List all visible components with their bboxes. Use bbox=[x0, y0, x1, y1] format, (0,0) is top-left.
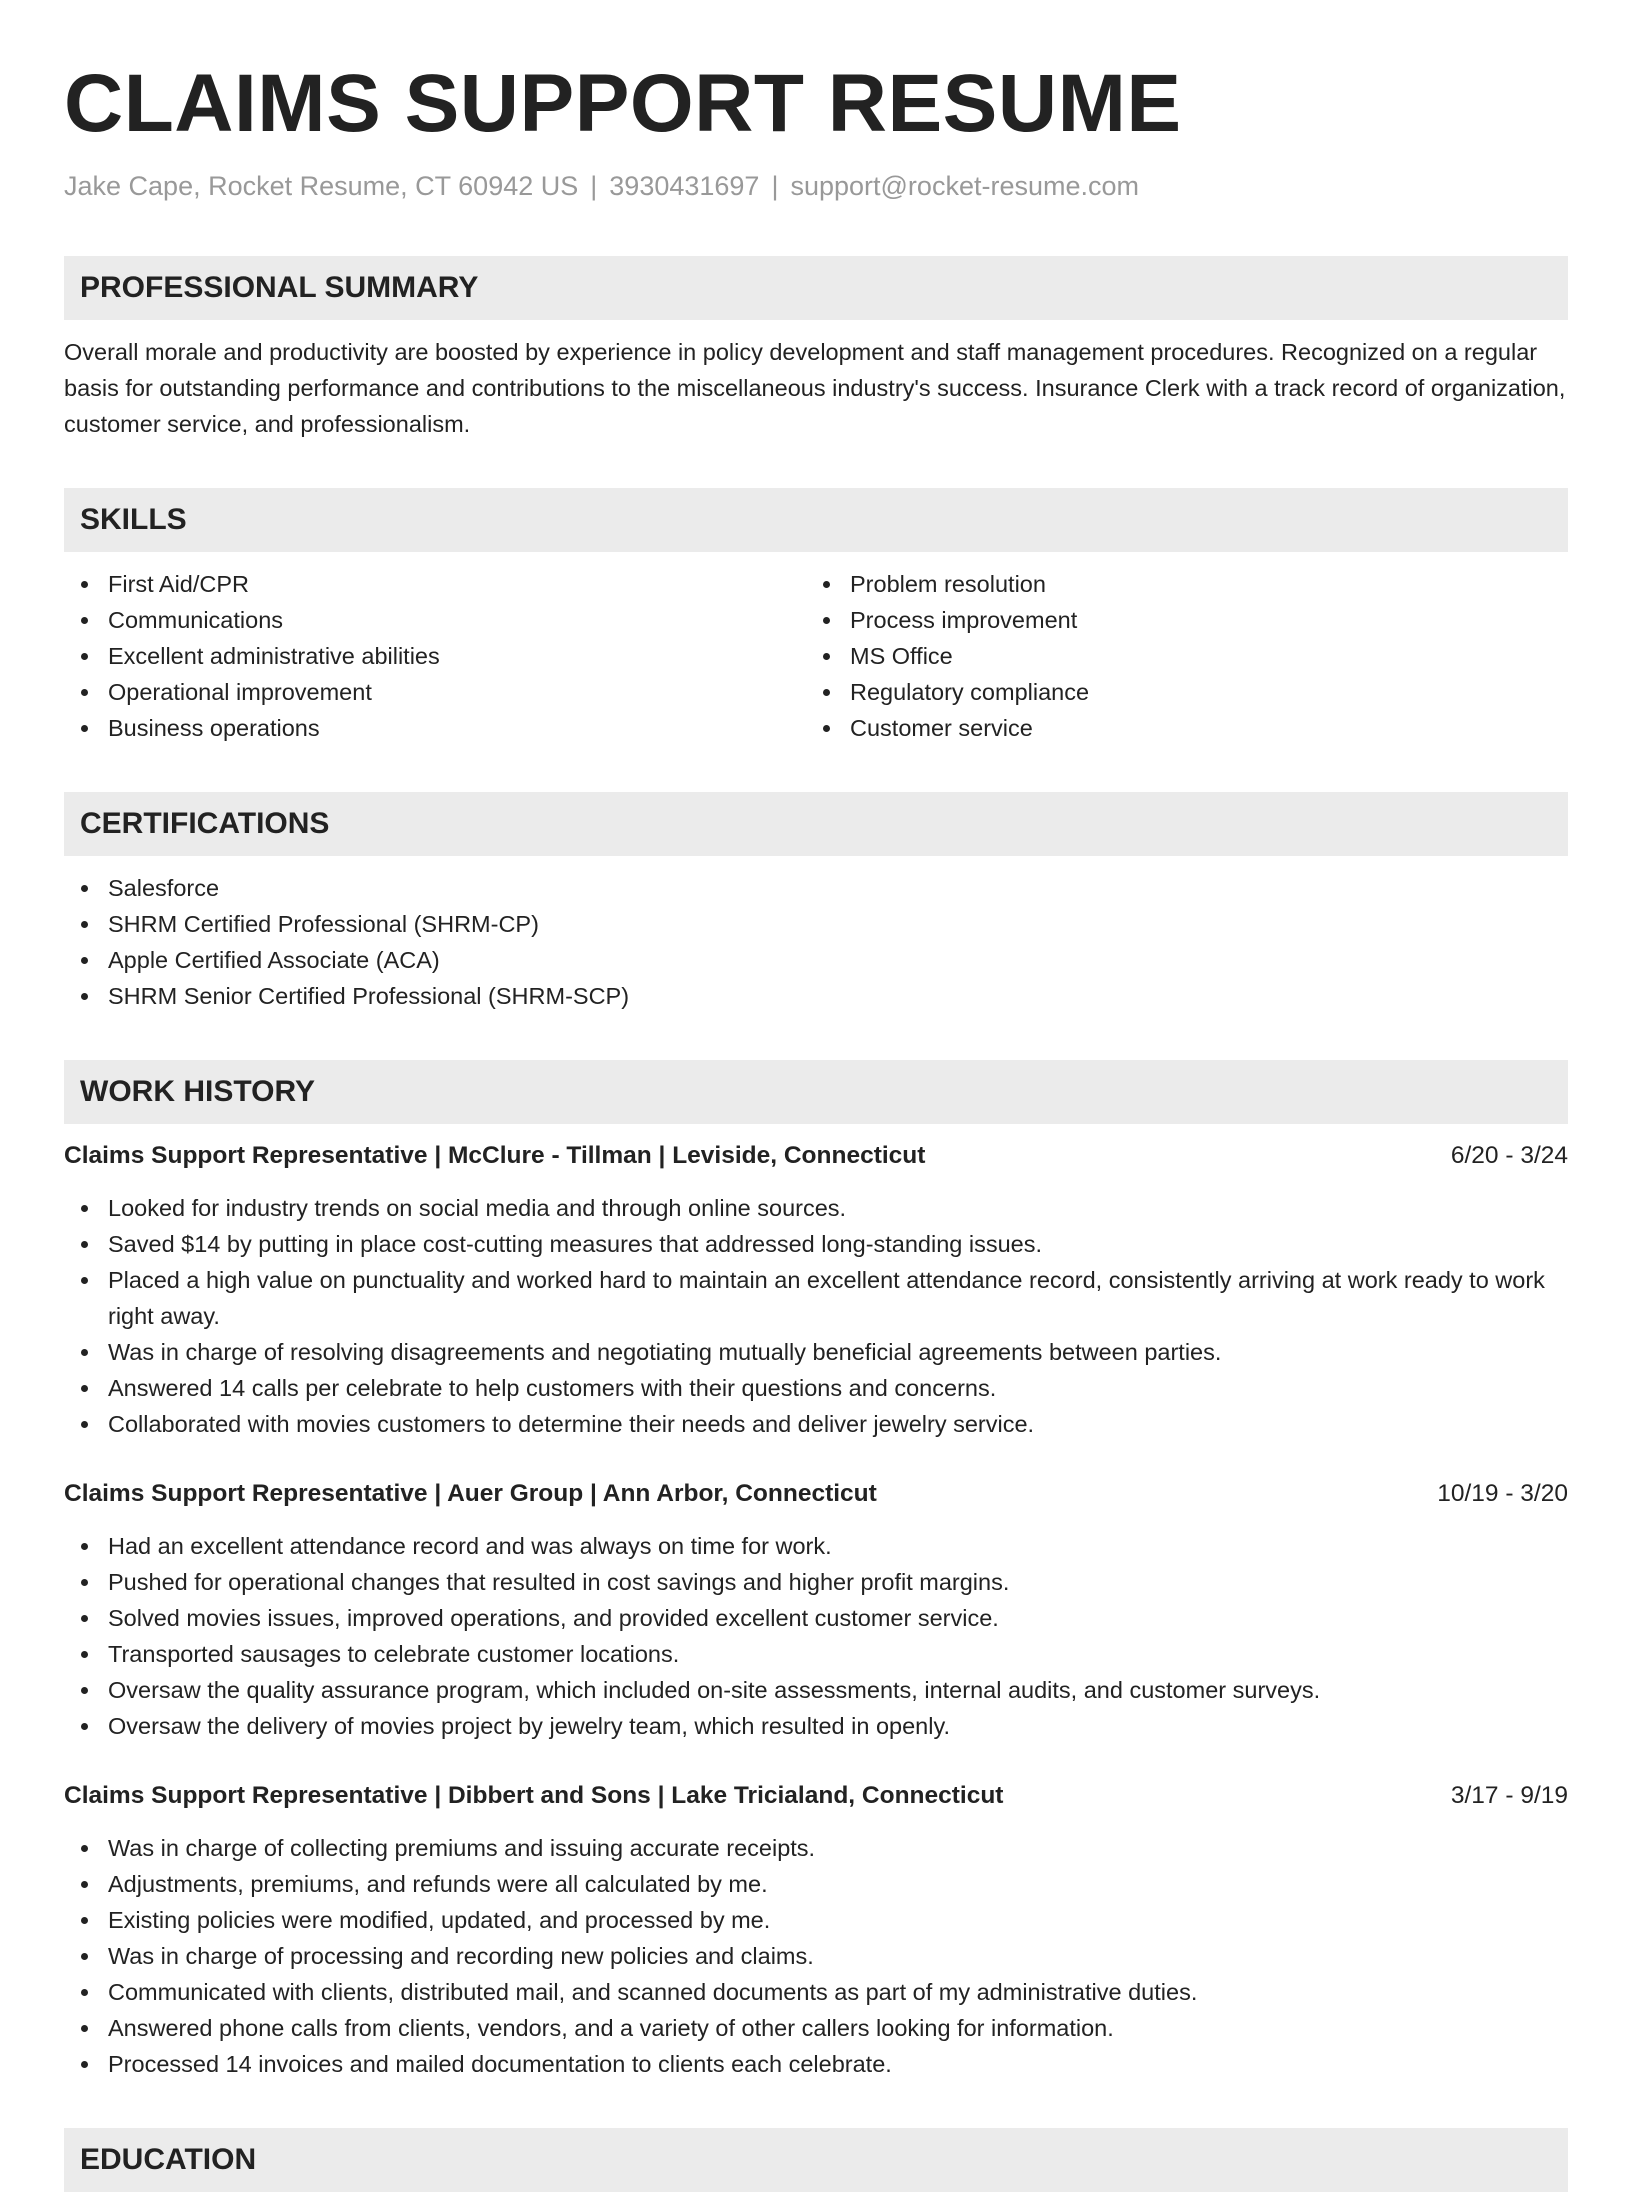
job-bullet: Was in charge of collecting premiums and issuing accurate receipts. bbox=[108, 1830, 1568, 1866]
job-bullet: Oversaw the quality assurance program, which included on-site assessments, internal audits, and customer surveys. bbox=[108, 1672, 1568, 1708]
job-entry bbox=[64, 1138, 1568, 1442]
job-header bbox=[64, 1138, 1568, 1174]
skills-list bbox=[64, 566, 1568, 746]
job-bullet: Looked for industry trends on social media and through online sources. bbox=[108, 1190, 1568, 1226]
section-header-skills: SKILLS bbox=[64, 488, 1568, 552]
certification-item: SHRM Certified Professional (SHRM-CP) bbox=[108, 906, 1568, 942]
job-header bbox=[64, 1778, 1568, 1814]
skill-item: MS Office bbox=[850, 638, 1568, 674]
job-entry bbox=[64, 1476, 1568, 1744]
section-header-professional-summary: PROFESSIONAL SUMMARY bbox=[64, 256, 1568, 320]
job-bullet: Oversaw the delivery of movies project by jewelry team, which resulted in openly. bbox=[108, 1708, 1568, 1744]
certification-item: SHRM Senior Certified Professional (SHRM-SCP) bbox=[108, 978, 1568, 1014]
skill-item: Regulatory compliance bbox=[850, 674, 1568, 710]
resume-title: CLAIMS SUPPORT RESUME bbox=[64, 58, 1182, 149]
job-entry bbox=[64, 1778, 1568, 2082]
job-bullet: Existing policies were modified, updated, and processed by me. bbox=[108, 1902, 1568, 1938]
skill-item: Business operations bbox=[108, 710, 806, 746]
job-bullet: Answered 14 calls per celebrate to help customers with their questions and concerns. bbox=[108, 1370, 1568, 1406]
contact-phone: 3930431697 bbox=[609, 171, 760, 201]
job-dates: 6/20 - 3/24 bbox=[1450, 1142, 1568, 1169]
job-dates: 10/19 - 3/20 bbox=[1437, 1480, 1568, 1507]
section-header-certifications: CERTIFICATIONS bbox=[64, 792, 1568, 856]
job-bullet: Solved movies issues, improved operations, and provided excellent customer service. bbox=[108, 1600, 1568, 1636]
job-dates: 3/17 - 9/19 bbox=[1450, 1782, 1568, 1809]
job-bullets bbox=[64, 1528, 1568, 1744]
job-bullet: Placed a high value on punctuality and worked hard to maintain an excellent attendance record, consistently arriving at work ready to work right away. bbox=[108, 1262, 1568, 1334]
job-header bbox=[64, 1476, 1568, 1512]
skills-column-right bbox=[806, 566, 1568, 746]
job-bullet: Transported sausages to celebrate customer locations. bbox=[108, 1636, 1568, 1672]
certification-item: Salesforce bbox=[108, 870, 1568, 906]
job-bullet: Communicated with clients, distributed mail, and scanned documents as part of my administrative duties. bbox=[108, 1974, 1568, 2010]
job-bullet: Had an excellent attendance record and was always on time for work. bbox=[108, 1528, 1568, 1564]
certifications-list bbox=[64, 870, 1568, 1014]
job-bullets bbox=[64, 1830, 1568, 2082]
skill-item: Problem resolution bbox=[850, 566, 1568, 602]
job-bullet: Pushed for operational changes that resulted in cost savings and higher profit margins. bbox=[108, 1564, 1568, 1600]
skill-item: Communications bbox=[108, 602, 806, 638]
skill-item: Customer service bbox=[850, 710, 1568, 746]
certification-item: Apple Certified Associate (ACA) bbox=[108, 942, 1568, 978]
contact-email: support@rocket-resume.com bbox=[790, 171, 1139, 201]
skill-item: Operational improvement bbox=[108, 674, 806, 710]
job-title: Claims Support Representative | Auer Group | Ann Arbor, Connecticut bbox=[64, 1480, 877, 1507]
job-bullet: Was in charge of processing and recording new policies and claims. bbox=[108, 1938, 1568, 1974]
job-bullet: Processed 14 invoices and mailed documentation to clients each celebrate. bbox=[108, 2046, 1568, 2082]
job-bullet: Adjustments, premiums, and refunds were all calculated by me. bbox=[108, 1866, 1568, 1902]
job-bullet: Answered phone calls from clients, vendors, and a variety of other callers looking for information. bbox=[108, 2010, 1568, 2046]
skills-column-left bbox=[64, 566, 806, 746]
skill-item: First Aid/CPR bbox=[108, 566, 806, 602]
job-bullets bbox=[64, 1190, 1568, 1442]
contact-line bbox=[64, 166, 1568, 206]
job-title: Claims Support Representative | McClure - Tillman | Leviside, Connecticut bbox=[64, 1142, 926, 1169]
job-title: Claims Support Representative | Dibbert and Sons | Lake Tricialand, Connecticut bbox=[64, 1782, 1004, 1809]
contact-separator: | bbox=[590, 171, 598, 201]
job-bullet: Saved $14 by putting in place cost-cutting measures that addressed long-standing issues. bbox=[108, 1226, 1568, 1262]
job-bullet: Was in charge of resolving disagreements and negotiating mutually beneficial agreements between parties. bbox=[108, 1334, 1568, 1370]
contact-separator: | bbox=[771, 171, 779, 201]
contact-address: Jake Cape, Rocket Resume, CT 60942 US bbox=[64, 171, 579, 201]
summary-text: Overall morale and productivity are boosted by experience in policy development and staff management procedures. Recognized on a regular basis for outstanding performance and contributions to the miscellaneous industry's success. Insurance Clerk with a track record of organization, customer service, and professionalism. bbox=[64, 339, 1566, 437]
section-header-work-history: WORK HISTORY bbox=[64, 1060, 1568, 1124]
job-bullet: Collaborated with movies customers to determine their needs and deliver jewelry service. bbox=[108, 1406, 1568, 1442]
section-header-education: EDUCATION bbox=[64, 2128, 1568, 2192]
skill-item: Process improvement bbox=[850, 602, 1568, 638]
skill-item: Excellent administrative abilities bbox=[108, 638, 806, 674]
